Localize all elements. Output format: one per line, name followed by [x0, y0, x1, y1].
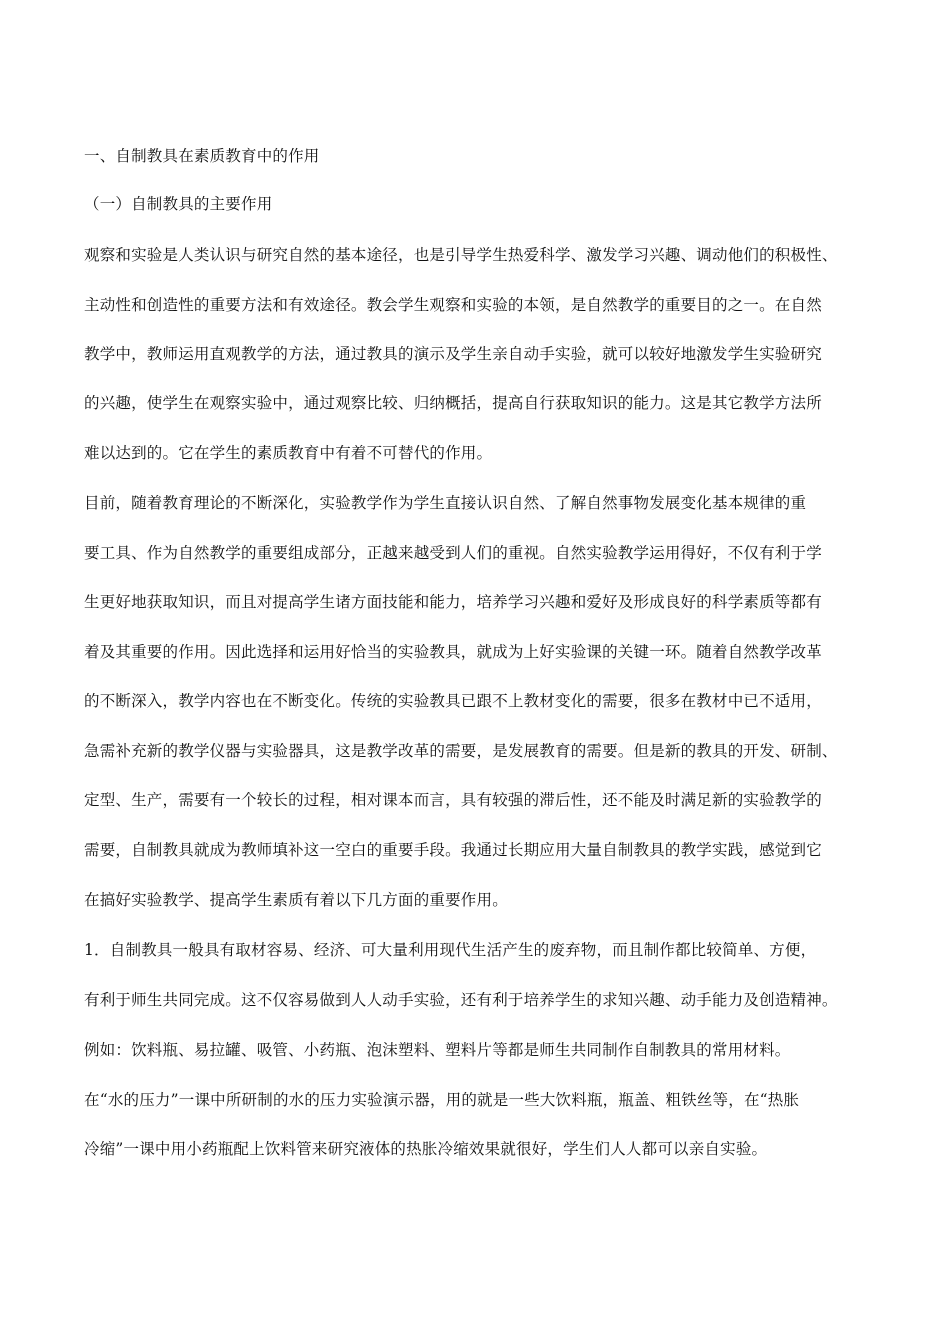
list-item-1-line: 1．自制教具一般具有取材容易、经济、可大量利用现代生活产生的废弃物，而且制作都比较简单、方便，: [84, 941, 817, 959]
subsection-heading: （一）自制教具的主要作用: [84, 195, 273, 213]
example-line: 例如：饮料瓶、易拉罐、吸管、小药瓶、泡沫塑料、塑料片等都是师生共同制作自制教具的常用材料。: [84, 1041, 791, 1059]
paragraph-1-line: 的兴趣，使学生在观察实验中，通过观察比较、归纳概括，提高自行获取知识的能力。这是其它教学方法所: [84, 394, 822, 412]
section-heading: 一、自制教具在素质教育中的作用: [84, 147, 320, 165]
list-item-1-line: 有利于师生共同完成。这不仅容易做到人人动手实验，还有利于培养学生的求知兴趣、动手能力及创造精神。: [84, 991, 838, 1009]
paragraph-2-line: 着及其重要的作用。因此选择和运用好恰当的实验教具，就成为上好实验课的关键一环。随着自然教学改革: [84, 643, 822, 661]
paragraph-2-line: 目前，随着教育理论的不断深化，实验教学作为学生直接认识自然、了解自然事物发展变化基本规律的重: [84, 494, 807, 512]
paragraph-2-line: 急需补充新的教学仪器与实验器具，这是教学改革的需要，是发展教育的需要。但是新的教具的开发、研制、: [84, 742, 838, 760]
paragraph-2-line: 需要，自制教具就成为教师填补这一空白的重要手段。我通过长期应用大量自制教具的教学实践，感觉到它: [84, 841, 822, 859]
paragraph-2-line: 要工具、作为自然教学的重要组成部分，正越来越受到人们的重视。自然实验教学运用得好，不仅有利于学: [84, 544, 822, 562]
paragraph-2-line: 生更好地获取知识，而且对提高学生诸方面技能和能力，培养学习兴趣和爱好及形成良好的科学素质等都有: [84, 593, 822, 611]
paragraph-1-line: 观察和实验是人类认识与研究自然的基本途径，也是引导学生热爱科学、激发学习兴趣、调动他们的积极性、: [84, 246, 838, 264]
paragraph-2-line: 定型、生产，需要有一个较长的过程，相对课本而言，具有较强的滞后性，还不能及时满足新的实验教学的: [84, 791, 822, 809]
paragraph-1-line: 教学中，教师运用直观教学的方法，通过教具的演示及学生亲自动手实验，就可以较好地激发学生实验研究: [84, 345, 822, 363]
paragraph-1-line: 难以达到的。它在学生的素质教育中有着不可替代的作用。: [84, 444, 493, 462]
paragraph-2-line: 的不断深入，教学内容也在不断变化。传统的实验教具已跟不上教材变化的需要，很多在教材中已不适用，: [84, 692, 822, 710]
paragraph-3-line: 在“水的压力”一课中所研制的水的压力实验演示器，用的就是一些大饮料瓶，瓶盖、粗铁丝等，在“热胀: [84, 1091, 800, 1109]
paragraph-1-line: 主动性和创造性的重要方法和有效途径。教会学生观察和实验的本领，是自然教学的重要目的之一。在自然: [84, 296, 822, 314]
paragraph-3-line: 冷缩”一课中用小药瓶配上饮料管来研究液体的热胀冷缩效果就很好，学生们人人都可以亲自实验。: [84, 1140, 768, 1158]
paragraph-2-line: 在搞好实验教学、提高学生素质有着以下几方面的重要作用。: [84, 891, 508, 909]
